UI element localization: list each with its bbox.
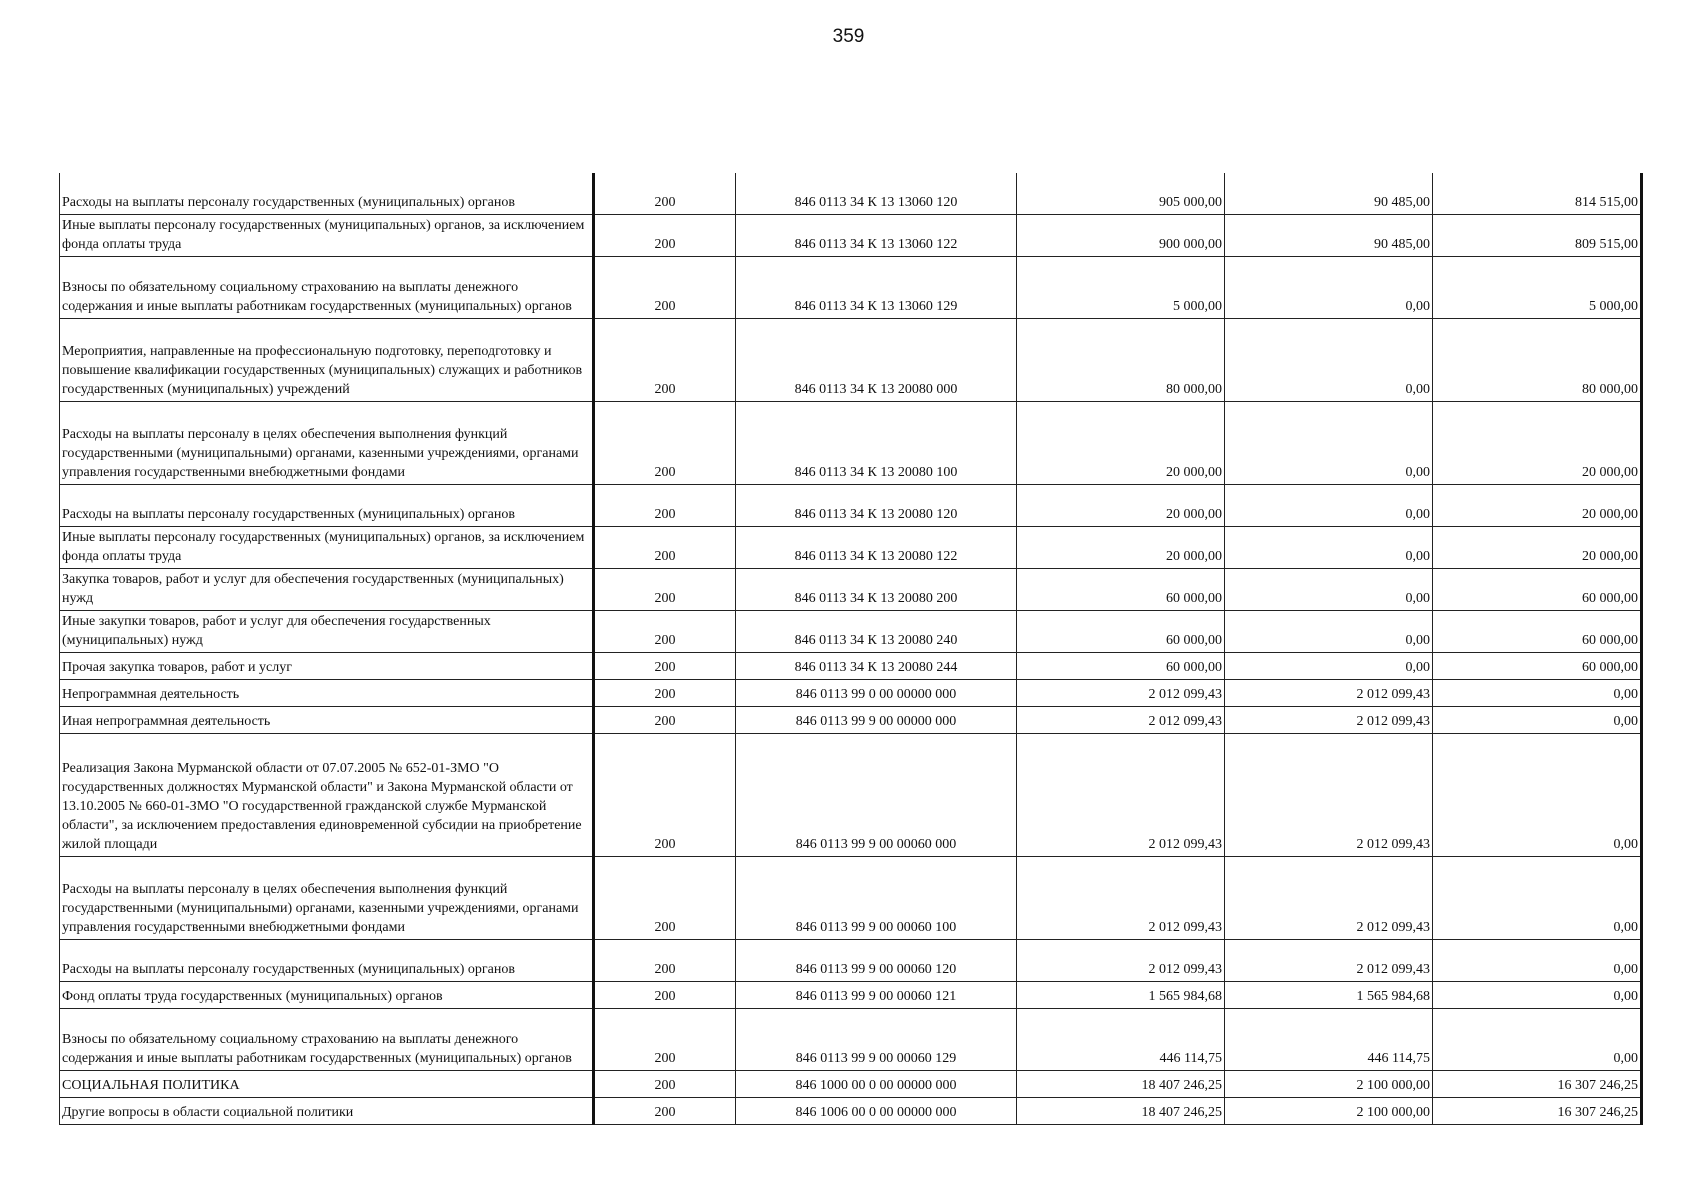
row-kbk-cell: 846 0113 34 К 13 13060 129	[736, 256, 1017, 318]
table-row	[60, 214, 1642, 256]
row-kbk-cell: 846 0113 34 К 13 20080 240	[736, 610, 1017, 652]
table-row	[60, 856, 1642, 939]
budget-table	[59, 173, 1643, 1125]
row-executed-cell: 0,00	[1225, 652, 1433, 679]
row-kbk-cell: 846 0113 99 9 00 00000 000	[736, 706, 1017, 733]
row-executed-cell: 0,00	[1225, 568, 1433, 610]
row-unexecuted-cell: 809 515,00	[1433, 214, 1642, 256]
row-unexecuted-cell: 16 307 246,25	[1433, 1097, 1642, 1124]
row-kbk-cell: 846 0113 34 К 13 13060 122	[736, 214, 1017, 256]
table-row	[60, 256, 1642, 318]
row-name-cell: Расходы на выплаты персоналу в целях обеспечения выполнения функций государственными (муниципальными) органами, казенными учреждениями, органами управления государственными внебюджетными фондами	[60, 401, 594, 484]
row-executed-cell: 0,00	[1225, 610, 1433, 652]
row-approved-cell: 446 114,75	[1017, 1008, 1225, 1070]
table-row	[60, 1097, 1642, 1124]
row-approved-cell: 5 000,00	[1017, 256, 1225, 318]
row-unexecuted-cell: 0,00	[1433, 706, 1642, 733]
row-kbk-cell: 846 0113 34 К 13 20080 000	[736, 318, 1017, 401]
row-code-cell: 200	[594, 652, 736, 679]
row-approved-cell: 2 012 099,43	[1017, 733, 1225, 856]
row-unexecuted-cell: 0,00	[1433, 1008, 1642, 1070]
row-executed-cell: 2 012 099,43	[1225, 733, 1433, 856]
row-name-cell: СОЦИАЛЬНАЯ ПОЛИТИКА	[60, 1070, 594, 1097]
row-name-cell: Иные выплаты персоналу государственных (муниципальных) органов, за исключением фонда оплаты труда	[60, 214, 594, 256]
row-approved-cell: 18 407 246,25	[1017, 1070, 1225, 1097]
row-kbk-cell: 846 0113 34 К 13 20080 200	[736, 568, 1017, 610]
row-code-cell: 200	[594, 1097, 736, 1124]
row-approved-cell: 1 565 984,68	[1017, 981, 1225, 1008]
row-code-cell: 200	[594, 256, 736, 318]
row-kbk-cell: 846 0113 34 К 13 13060 120	[736, 173, 1017, 214]
row-executed-cell: 0,00	[1225, 401, 1433, 484]
row-approved-cell: 2 012 099,43	[1017, 856, 1225, 939]
row-approved-cell: 20 000,00	[1017, 526, 1225, 568]
row-code-cell: 200	[594, 856, 736, 939]
row-kbk-cell: 846 0113 34 К 13 20080 100	[736, 401, 1017, 484]
row-kbk-cell: 846 1000 00 0 00 00000 000	[736, 1070, 1017, 1097]
row-name-cell: Другие вопросы в области социальной политики	[60, 1097, 594, 1124]
row-kbk-cell: 846 0113 99 9 00 00060 100	[736, 856, 1017, 939]
table-row	[60, 610, 1642, 652]
row-executed-cell: 90 485,00	[1225, 173, 1433, 214]
row-code-cell: 200	[594, 214, 736, 256]
row-unexecuted-cell: 5 000,00	[1433, 256, 1642, 318]
row-name-cell: Реализация Закона Мурманской области от 07.07.2005 № 652-01-ЗМО "О государственных должностях Мурманской области" и Закона Мурманской области от 13.10.2005 № 660-01-ЗМО "О государственной гражданской службе Мурманской области", за исключением предоставления единовременной субсидии на приобретение жилой площади	[60, 733, 594, 856]
row-kbk-cell: 846 0113 99 9 00 00060 120	[736, 939, 1017, 981]
budget-table-body	[60, 173, 1642, 1124]
row-executed-cell: 1 565 984,68	[1225, 981, 1433, 1008]
table-row	[60, 679, 1642, 706]
row-kbk-cell: 846 0113 34 К 13 20080 122	[736, 526, 1017, 568]
row-name-cell: Взносы по обязательному социальному страхованию на выплаты денежного содержания и иные выплаты работникам государственных (муниципальных) органов	[60, 1008, 594, 1070]
row-code-cell: 200	[594, 1070, 736, 1097]
row-name-cell: Мероприятия, направленные на профессиональную подготовку, переподготовку и повышение квалификации государственных (муниципальных) служащих и работников государственных (муниципальных) учреждений	[60, 318, 594, 401]
table-row	[60, 981, 1642, 1008]
table-row	[60, 652, 1642, 679]
row-approved-cell: 2 012 099,43	[1017, 939, 1225, 981]
row-code-cell: 200	[594, 981, 736, 1008]
row-approved-cell: 905 000,00	[1017, 173, 1225, 214]
row-unexecuted-cell: 0,00	[1433, 856, 1642, 939]
table-row	[60, 1008, 1642, 1070]
row-name-cell: Иная непрограммная деятельность	[60, 706, 594, 733]
row-code-cell: 200	[594, 706, 736, 733]
row-executed-cell: 2 012 099,43	[1225, 939, 1433, 981]
row-approved-cell: 20 000,00	[1017, 401, 1225, 484]
row-executed-cell: 0,00	[1225, 318, 1433, 401]
table-row	[60, 1070, 1642, 1097]
row-name-cell: Иные выплаты персоналу государственных (муниципальных) органов, за исключением фонда оплаты труда	[60, 526, 594, 568]
row-code-cell: 200	[594, 318, 736, 401]
row-executed-cell: 0,00	[1225, 484, 1433, 526]
row-code-cell: 200	[594, 173, 736, 214]
row-name-cell: Фонд оплаты труда государственных (муниципальных) органов	[60, 981, 594, 1008]
row-unexecuted-cell: 20 000,00	[1433, 401, 1642, 484]
row-unexecuted-cell: 60 000,00	[1433, 652, 1642, 679]
table-row	[60, 318, 1642, 401]
row-unexecuted-cell: 20 000,00	[1433, 526, 1642, 568]
row-unexecuted-cell: 60 000,00	[1433, 610, 1642, 652]
row-unexecuted-cell: 0,00	[1433, 981, 1642, 1008]
row-kbk-cell: 846 0113 99 0 00 00000 000	[736, 679, 1017, 706]
row-approved-cell: 20 000,00	[1017, 484, 1225, 526]
row-executed-cell: 2 012 099,43	[1225, 679, 1433, 706]
row-executed-cell: 2 100 000,00	[1225, 1097, 1433, 1124]
row-approved-cell: 60 000,00	[1017, 652, 1225, 679]
row-kbk-cell: 846 0113 34 К 13 20080 244	[736, 652, 1017, 679]
row-name-cell: Расходы на выплаты персоналу государственных (муниципальных) органов	[60, 173, 594, 214]
row-name-cell: Расходы на выплаты персоналу государственных (муниципальных) органов	[60, 939, 594, 981]
row-executed-cell: 0,00	[1225, 256, 1433, 318]
row-name-cell: Иные закупки товаров, работ и услуг для обеспечения государственных (муниципальных) нужд	[60, 610, 594, 652]
row-approved-cell: 2 012 099,43	[1017, 679, 1225, 706]
row-approved-cell: 60 000,00	[1017, 568, 1225, 610]
row-code-cell: 200	[594, 526, 736, 568]
row-approved-cell: 2 012 099,43	[1017, 706, 1225, 733]
row-name-cell: Прочая закупка товаров, работ и услуг	[60, 652, 594, 679]
row-unexecuted-cell: 0,00	[1433, 939, 1642, 981]
row-name-cell: Закупка товаров, работ и услуг для обеспечения государственных (муниципальных) нужд	[60, 568, 594, 610]
row-executed-cell: 90 485,00	[1225, 214, 1433, 256]
row-code-cell: 200	[594, 484, 736, 526]
row-unexecuted-cell: 814 515,00	[1433, 173, 1642, 214]
row-name-cell: Взносы по обязательному социальному страхованию на выплаты денежного содержания и иные выплаты работникам государственных (муниципальных) органов	[60, 256, 594, 318]
row-unexecuted-cell: 16 307 246,25	[1433, 1070, 1642, 1097]
row-approved-cell: 900 000,00	[1017, 214, 1225, 256]
row-unexecuted-cell: 60 000,00	[1433, 568, 1642, 610]
row-unexecuted-cell: 0,00	[1433, 733, 1642, 856]
row-executed-cell: 2 012 099,43	[1225, 706, 1433, 733]
row-kbk-cell: 846 1006 00 0 00 00000 000	[736, 1097, 1017, 1124]
row-kbk-cell: 846 0113 99 9 00 00060 129	[736, 1008, 1017, 1070]
row-code-cell: 200	[594, 1008, 736, 1070]
page-number: 359	[832, 26, 865, 47]
row-executed-cell: 2 012 099,43	[1225, 856, 1433, 939]
table-row	[60, 526, 1642, 568]
row-unexecuted-cell: 20 000,00	[1433, 484, 1642, 526]
row-code-cell: 200	[594, 679, 736, 706]
table-row	[60, 484, 1642, 526]
row-code-cell: 200	[594, 733, 736, 856]
table-row	[60, 173, 1642, 214]
row-code-cell: 200	[594, 939, 736, 981]
table-row	[60, 401, 1642, 484]
row-kbk-cell: 846 0113 34 К 13 20080 120	[736, 484, 1017, 526]
row-code-cell: 200	[594, 568, 736, 610]
table-row	[60, 939, 1642, 981]
row-kbk-cell: 846 0113 99 9 00 00060 000	[736, 733, 1017, 856]
row-unexecuted-cell: 0,00	[1433, 679, 1642, 706]
table-row	[60, 733, 1642, 856]
row-code-cell: 200	[594, 610, 736, 652]
table-row	[60, 568, 1642, 610]
row-name-cell: Непрограммная деятельность	[60, 679, 594, 706]
row-approved-cell: 18 407 246,25	[1017, 1097, 1225, 1124]
row-code-cell: 200	[594, 401, 736, 484]
row-name-cell: Расходы на выплаты персоналу в целях обеспечения выполнения функций государственными (муниципальными) органами, казенными учреждениями, органами управления государственными внебюджетными фондами	[60, 856, 594, 939]
table-row	[60, 706, 1642, 733]
row-approved-cell: 80 000,00	[1017, 318, 1225, 401]
row-executed-cell: 446 114,75	[1225, 1008, 1433, 1070]
row-executed-cell: 0,00	[1225, 526, 1433, 568]
row-kbk-cell: 846 0113 99 9 00 00060 121	[736, 981, 1017, 1008]
row-executed-cell: 2 100 000,00	[1225, 1070, 1433, 1097]
row-approved-cell: 60 000,00	[1017, 610, 1225, 652]
row-name-cell: Расходы на выплаты персоналу государственных (муниципальных) органов	[60, 484, 594, 526]
row-unexecuted-cell: 80 000,00	[1433, 318, 1642, 401]
